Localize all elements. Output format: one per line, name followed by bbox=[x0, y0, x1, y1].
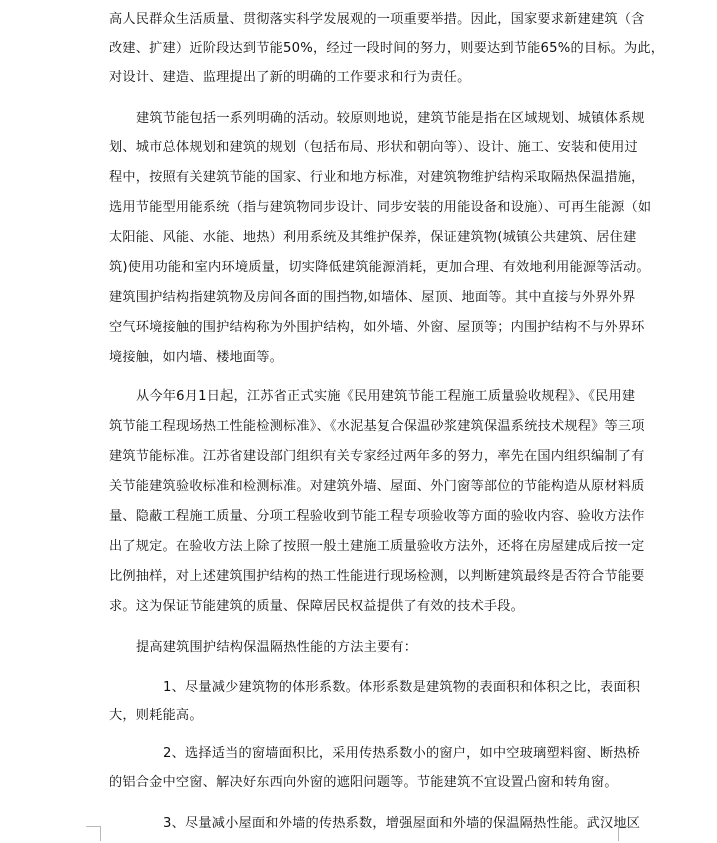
text-line: 程中，按照有关建筑节能的国家、行业和地方标准，对建筑物维护结构采取隔热保温措施， bbox=[109, 170, 645, 185]
text-line: 量、隐蔽工程施工质量、分项工程验收到节能工程专项验收等方面的验收内容、验收方法作 bbox=[109, 509, 645, 524]
text-line: 出了规定。在验收方法上除了按照一般土建施工质量验收方法外，还将在房屋建成后按一定 bbox=[109, 539, 645, 554]
text-line: 3、尽量减小屋面和外墙的传热系数，增强屋面和外墙的保温隔热性能。武汉地区 bbox=[163, 816, 641, 831]
text-line: 空气环境接触的围护结构称为外围护结构，如外墙、外窗、屋顶等；内围护结构不与外界环 bbox=[109, 320, 645, 335]
text-line: 1、尽量减少建筑物的体形系数。体形系数是建筑物的表面积和体积之比，表面积 bbox=[163, 680, 641, 695]
text-line: 筑)使用功能和室内环境质量，切实降低建筑能源消耗，更加合理、有效地利用能源等活动。 bbox=[109, 260, 650, 275]
page-corner-mark-left bbox=[86, 826, 101, 841]
text-line: 从今年6月1日起，江苏省正式实施《民用建筑节能工程施工质量验收规程》、《民用建 bbox=[136, 389, 636, 404]
text-line: 太阳能、风能、水能、地热）利用系统及其维护保养，保证建筑物(城镇公共建筑、居住建 bbox=[109, 230, 637, 245]
text-line: 关节能建筑验收标准和检测标准。对建筑外墙、屋面、外门窗等部位的节能构造从原材料质 bbox=[109, 479, 645, 494]
text-line: 选用节能型用能系统（指与建筑物同步设计、同步安装的用能设备和设施）、可再生能源（如 bbox=[109, 200, 652, 215]
text-line: 对设计、建造、监理提出了新的明确的工作要求和行为责任。 bbox=[109, 70, 471, 85]
page-corner-mark-right bbox=[618, 826, 633, 841]
text-line: 建筑节能标准。江苏省建设部门组织有关专家经过两年多的努力，率先在国内组织编制了有 bbox=[109, 449, 645, 464]
text-line: 大，则耗能高。 bbox=[109, 708, 203, 723]
text-line: 筑节能工程现场热工性能检测标准》、《水泥基复合保温砂浆建筑保温系统技术规程》等三项 bbox=[109, 419, 645, 434]
text-line: 求。这为保证节能建筑的质量、保障居民权益提供了有效的技术手段。 bbox=[109, 599, 525, 614]
text-line: 高人民群众生活质量、贯彻落实科学发展观的一项重要举措。因此，国家要求新建建筑（含 bbox=[109, 12, 645, 27]
text-line: 建筑节能包括一系列明确的活动。较原则地说，建筑节能是指在区域规划、城镇体系规 bbox=[136, 111, 645, 126]
text-line: 2、选择适当的窗墙面积比，采用传热系数小的窗户，如中空玻璃塑料窗、断热桥 bbox=[163, 746, 641, 761]
text-line: 境接触，如内墙、楼地面等。 bbox=[109, 350, 284, 365]
text-line: 改建、扩建）近阶段达到节能50%，经过一段时间的努力，则要达到节能65%的目标。为此， bbox=[109, 41, 665, 56]
text-line: 提高建筑围护结构保温隔热性能的方法主要有： bbox=[136, 640, 418, 655]
text-line: 比例抽样，对上述建筑围护结构的热工性能进行现场检测，以判断建筑最终是否符合节能要 bbox=[109, 569, 645, 584]
text-line: 划、城市总体规划和建筑的规划（包括布局、形状和朝向等）、设计、施工、安装和使用过 bbox=[109, 140, 638, 155]
text-line: 建筑围护结构指建筑物及房间各面的围挡物,如墙体、屋顶、地面等。其中直接与外界外界 bbox=[109, 290, 636, 305]
text-line: 的铝合金中空窗、解决好东西向外窗的遮阳问题等。节能建筑不宜设置凸窗和转角窗。 bbox=[109, 775, 618, 790]
